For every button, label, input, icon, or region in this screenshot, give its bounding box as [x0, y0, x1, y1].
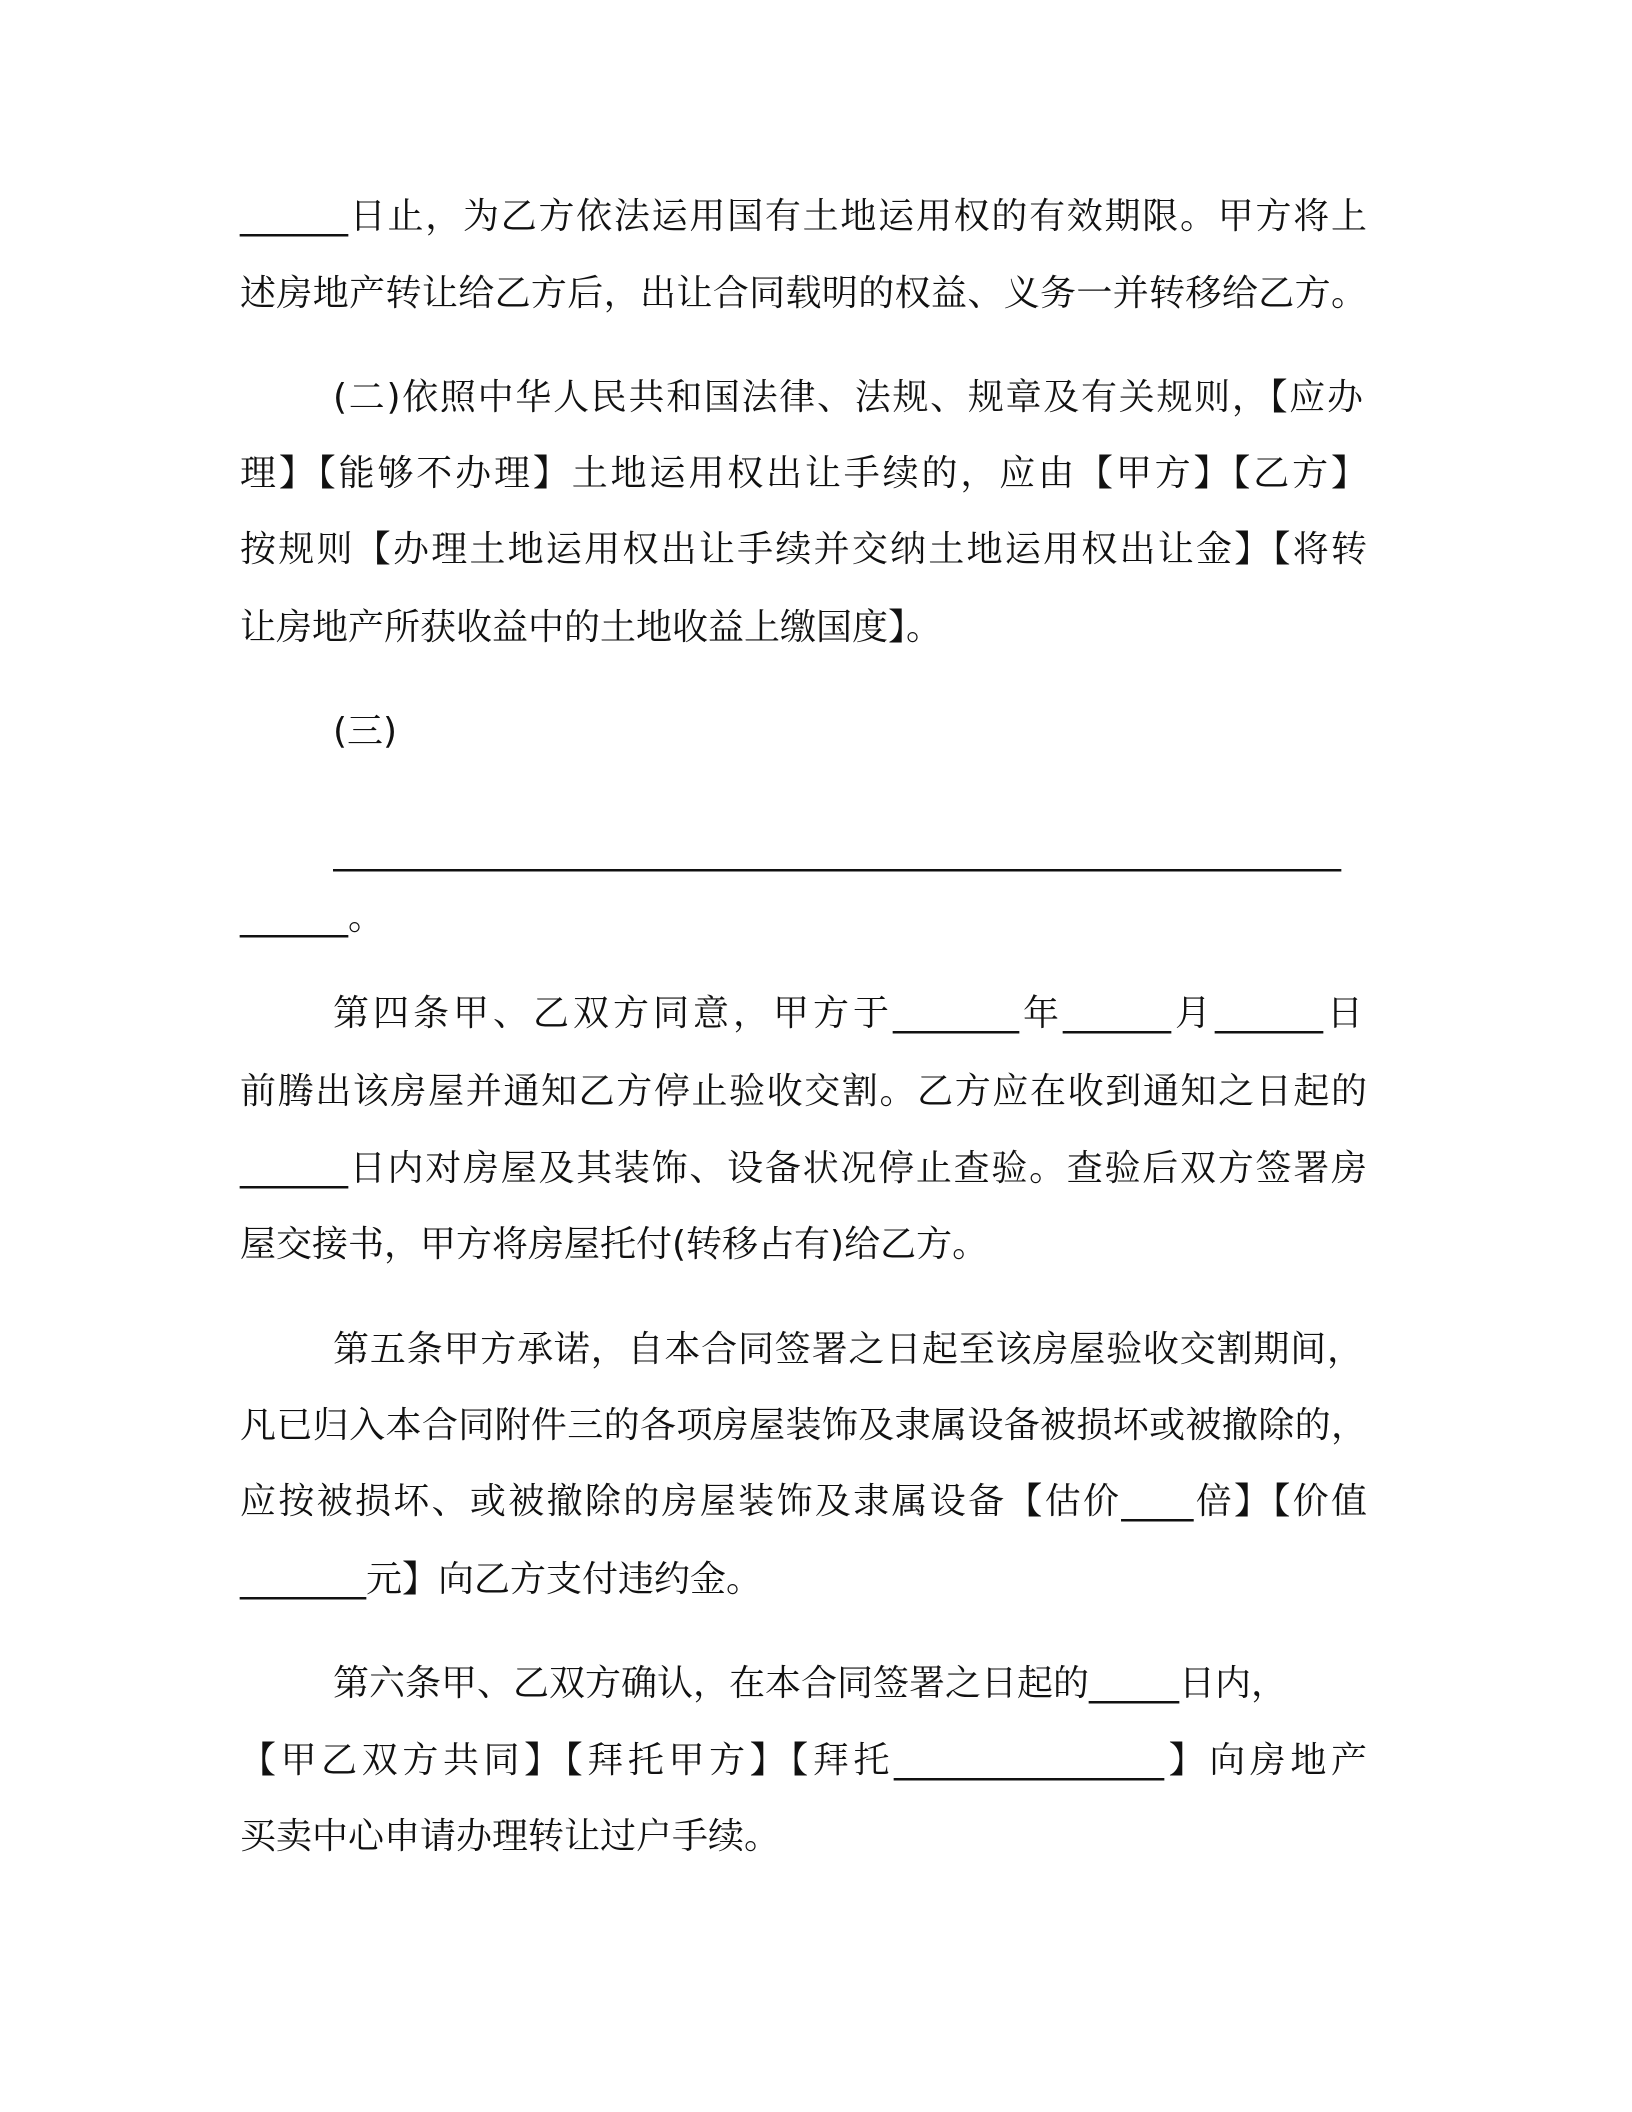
paragraph-line: 第六条甲、乙双方确认，在本合同签署之日起的_____日内，	[333, 1663, 1288, 1704]
paragraph-line: 让房地产所获收益中的土地收益上缴国度】。	[240, 607, 943, 648]
paragraph-line: 按规则【办理土地运用权出让手续并交纳土地运用权出让金】【将转	[240, 529, 1367, 570]
blank-fill-line: ________________________________________________________	[333, 831, 1341, 872]
paragraph-line: (二)依照中华人民共和国法律、法规、规章及有关规则，【应办	[333, 377, 1363, 418]
paragraph-line: 理】【能够不办理】土地运用权出让手续的，应由【甲方】【乙方】	[240, 453, 1367, 494]
paragraph-line: _______元】向乙方支付违约金。	[240, 1559, 763, 1600]
paragraph-line: ______日内对房屋及其装饰、设备状况停止查验。查验后双方签署房	[240, 1148, 1367, 1189]
paragraph-line: 第四条甲、乙双方同意，甲方于_______年______月______日	[333, 993, 1363, 1034]
paragraph-line: ______。	[240, 897, 385, 938]
paragraph-line: 前腾出该房屋并通知乙方停止验收交割。乙方应在收到通知之日起的	[240, 1071, 1367, 1112]
paragraph-line: 买卖中心申请办理转让过户手续。	[240, 1816, 781, 1857]
paragraph-line: 凡已归入本合同附件三的各项房屋装饰及隶属设备被损坏或被撤除的，	[240, 1405, 1367, 1446]
paragraph-line: 述房地产转让给乙方后，出让合同载明的权益、义务一并转移给乙方。	[240, 273, 1367, 314]
paragraph-line: 【甲乙双方共同】【拜托甲方】【拜托_______________】向房地产	[240, 1740, 1367, 1781]
paragraph-line: 应按被损坏、或被撤除的房屋装饰及隶属设备【估价____倍】【价值	[240, 1481, 1367, 1522]
paragraph-line: ______日止，为乙方依法运用国有土地运用权的有效期限。甲方将上	[240, 196, 1367, 237]
paragraph-line: 屋交接书，甲方将房屋托付(转移占有)给乙方。	[240, 1224, 989, 1265]
paragraph-line: 第五条甲方承诺，自本合同签署之日起至该房屋验收交割期间，	[333, 1329, 1363, 1370]
paragraph-line: (三)	[333, 711, 398, 752]
